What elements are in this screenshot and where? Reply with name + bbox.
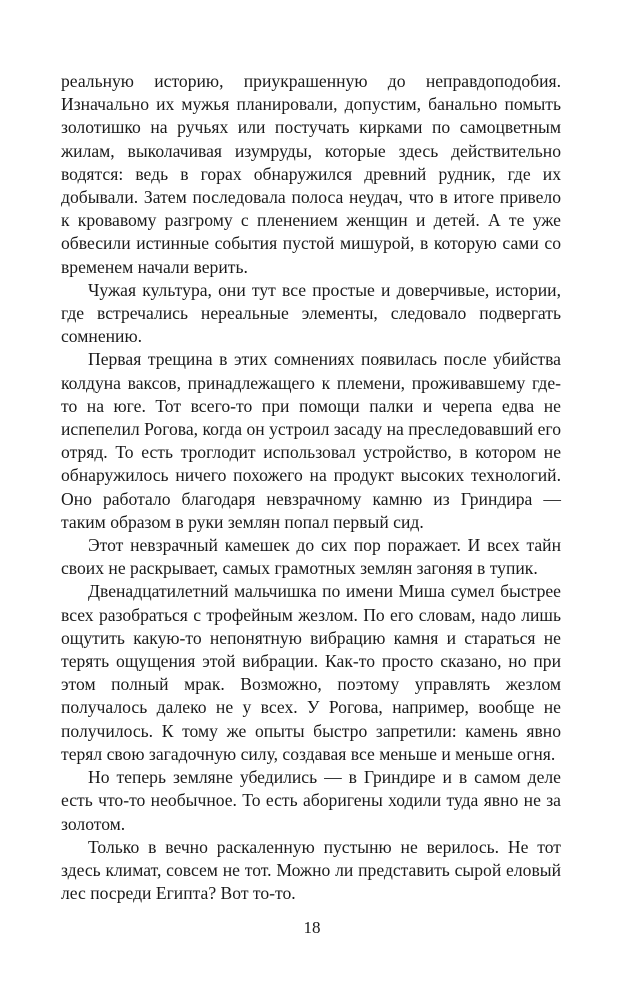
paragraph: Первая трещина в этих сомнениях появилась после убийства колдуна ваксов, принадлежащего к племени, проживавшему где-то на юге. Тот всего-то при помощи палки и черепа едва не испепелил Рогова, когда он устроил засаду на преследовавший его отряд. То есть троглодит использовал устройство, в котором не обнаружилось ничего похожего на продукт высоких технологий. Оно работало благодаря невзрачному камню из Гриндира — таким образом в руки землян попал первый сид. — [61, 349, 561, 532]
paragraph: Только в вечно раскаленную пустыню не верилось. Не тот здесь климат, совсем не тот. Можно ли представить сырой еловый лес посреди Египта? Вот то-то. — [61, 836, 561, 904]
paragraph: Двенадцатилетний мальчишка по имени Миша сумел быстрее всех разобраться с трофейным жезлом. По его словам, надо лишь ощутить какую-то непонятную вибрацию камня и стараться не терять ощущения этой вибрации. Как-то просто сказано, но при этом полный мрак. Возможно, поэтому управлять жезлом получалось далеко не у всех. У Рогова, например, вообще не получилось. К тому же опыты быстро запретили: камень явно терял свою загадочную силу, создавая все меньше и меньше огня. — [61, 581, 561, 764]
paragraph: Этот невзрачный камешек до сих пор поражает. И всех тайн своих не раскрывает, самых грамотных землян загоняя в тупик. — [61, 535, 561, 579]
paragraph-continued: реальную историю, приукрашенную до неправдоподобия. Изначально их мужья планировали, допустим, банально помыть золотишко на ручьях или постучать кирками по самоцветным жилам, выколачивая изумруды, которые здесь действительно водятся: ведь в горах обнаружился древний рудник, где их добывали. Затем последовала полоса неудач, что в итоге привело к кровавому разгрому с пленением женщин и детей. А те уже обвесили истинные события пустой мишурой, в которую сами со временем начали верить. — [61, 71, 561, 277]
page-number: 18 — [303, 918, 321, 937]
paragraph: Но теперь земляне убедились — в Гриндире и в самом деле есть что-то необычное. То есть аборигены ходили туда явно не за золотом. — [61, 767, 561, 834]
body-text — [61, 70, 561, 905]
paragraph: Чужая культура, они тут все простые и доверчивые, истории, где встречались нереальные элементы, следовало подвергать сомнению. — [61, 279, 561, 347]
